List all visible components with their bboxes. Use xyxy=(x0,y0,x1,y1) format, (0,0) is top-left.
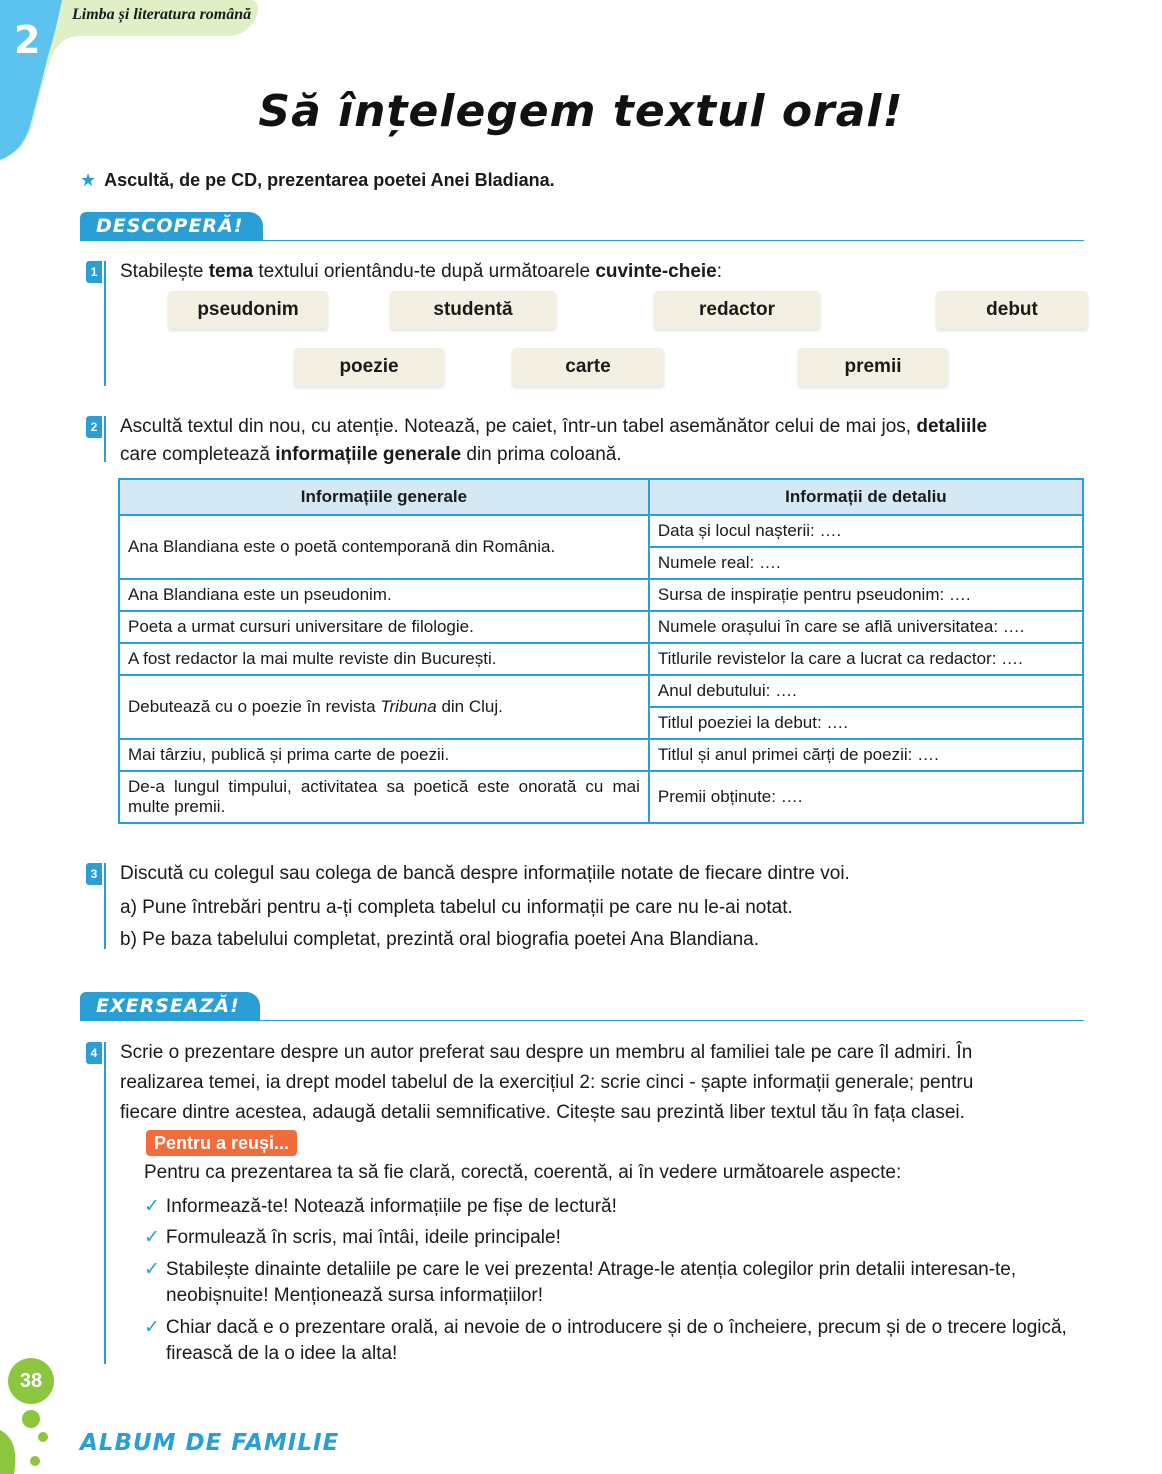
table-header: Informații de detaliu xyxy=(649,479,1083,515)
tip-text: Stabilește dinainte detaliile pe care le vei prezenta! Atrage-le atenția colegilor prin detalii interesan-te, neobișnuite! Menționează sursa informațiilor! xyxy=(165,1259,1017,1306)
exercise-3-number: 3 xyxy=(86,863,102,885)
unit-title: ALBUM DE FAMILIE xyxy=(80,1430,340,1456)
exercise-4-bar xyxy=(104,1042,106,1364)
table-cell-detail: Numele orașului în care se află universitatea: …. xyxy=(649,611,1083,643)
general-text-part: Debutează cu o poezie în revista xyxy=(128,697,381,716)
table-cell-detail: Numele real: …. xyxy=(649,547,1083,579)
exercise-2-text-part: care completează xyxy=(120,444,276,465)
table-row xyxy=(119,675,1083,707)
exercise-3-item-a: a) Pune întrebări pentru a-ți completa tabelul cu informații pe care nu le-ai notat. xyxy=(120,897,793,918)
exercise-3-item-b: b) Pe baza tabelului completat, prezintă oral biografia poetei Ana Blandiana. xyxy=(120,929,760,950)
exercise-1-text-part: : xyxy=(716,261,723,282)
tip-text: Formulează în scris, mai întâi, ideile principale! xyxy=(165,1227,561,1248)
table-row xyxy=(119,771,1083,823)
exercise-3-text: Discută cu colegul sau colega de bancă despre informațiile notate de fiecare dintre voi. xyxy=(120,863,850,884)
check-icon: ✓ xyxy=(144,1227,160,1248)
table-row xyxy=(119,611,1083,643)
table-cell-general xyxy=(119,675,649,739)
exercise-2-number: 2 xyxy=(86,416,102,438)
table-cell-general: Ana Blandiana este un pseudonim. xyxy=(119,579,649,611)
table-cell-detail: Sursa de inspirație pentru pseudonim: …. xyxy=(649,579,1083,611)
exercise-4-line: fiecare dintre acestea, adaugă detalii semnificative. Citește sau prezintă liber textul tău în fața clasei. xyxy=(120,1102,965,1123)
table-cell-detail: Titlul și anul primei cărți de poezii: …. xyxy=(649,739,1083,771)
tip-item xyxy=(144,1194,1084,1220)
table-cell-detail: Titlul poeziei la debut: …. xyxy=(649,707,1083,739)
footer-corner-shape xyxy=(0,1400,40,1474)
keyword-card: premii xyxy=(798,348,948,386)
table-cell-general: Mai târziu, publică și prima carte de poezii. xyxy=(119,739,649,771)
exercise-4-text xyxy=(120,1038,1084,1128)
table-cell-detail: Anul debutului: …. xyxy=(649,675,1083,707)
keyword-card: studentă xyxy=(390,291,556,329)
exercise-4-number: 4 xyxy=(86,1042,102,1064)
star-icon: ★ xyxy=(80,170,97,190)
tip-text: Chiar dacă e o prezentare orală, ai nevoie de o introducere și de o încheiere, precum și de o trecere logică, firească de la o idee la alta! xyxy=(165,1317,1067,1364)
exercise-1-bar xyxy=(104,261,106,386)
keyword-card: redactor xyxy=(654,291,820,329)
tip-text: Informează-te! Notează informațiile pe fișe de lectură! xyxy=(165,1196,617,1217)
exercise-2-text-part: Ascultă textul din nou, cu atenție. Notează, pe caiet, într-un tabel asemănător celui de mai jos, xyxy=(120,416,917,437)
general-text-part: din Cluj. xyxy=(436,697,503,716)
exercise-2-bar xyxy=(104,416,106,462)
page-number: 38 xyxy=(8,1358,54,1404)
table-row xyxy=(119,739,1083,771)
table-row xyxy=(119,643,1083,675)
exercise-1-text-part: Stabilește xyxy=(120,261,209,282)
table-row xyxy=(119,579,1083,611)
keyword-card: debut xyxy=(936,291,1088,329)
check-icon: ✓ xyxy=(144,1259,160,1280)
info-table xyxy=(118,478,1084,824)
table-row xyxy=(119,515,1083,547)
exercise-4-line: Scrie o prezentare despre un autor preferat sau despre un membru al familiei tale pe care îl admiri. În xyxy=(120,1042,973,1063)
section-practice-rule xyxy=(80,1020,1084,1021)
exercise-1-bold-tema: tema xyxy=(208,261,254,282)
exercise-1-number: 1 xyxy=(86,261,102,283)
section-discover-rule xyxy=(80,240,1084,241)
intro-instruction-text: Ascultă, de pe CD, prezentarea poetei Anei Bladiana. xyxy=(104,170,555,190)
table-cell-general: Ana Blandiana este o poetă contemporană din România. xyxy=(119,515,649,579)
chapter-number: 2 xyxy=(14,18,41,62)
table-cell-detail: Titlurile revistelor la care a lucrat ca redactor: …. xyxy=(649,643,1083,675)
section-discover-banner: DESCOPERĂ! xyxy=(80,212,263,240)
exercise-1-text xyxy=(120,257,1084,287)
tip-intro: Pentru ca prezentarea ta să fie clară, corectă, coerentă, ai în vedere următoarele aspecte: xyxy=(144,1162,902,1183)
check-icon: ✓ xyxy=(144,1196,160,1217)
intro-instruction xyxy=(80,170,555,191)
tip-item xyxy=(144,1257,1106,1309)
table-cell-detail: Premii obținute: …. xyxy=(649,771,1083,823)
exercise-2-bold-general: informațiile generale xyxy=(275,444,462,465)
keyword-card: poezie xyxy=(294,348,444,386)
tip-item xyxy=(144,1225,1084,1251)
section-practice-banner: EXERSEAZĂ! xyxy=(80,992,260,1020)
exercise-1-bold-keywords: cuvinte-cheie xyxy=(595,261,717,282)
tip-item xyxy=(144,1315,1106,1367)
table-cell-detail: Data și locul nașterii: …. xyxy=(649,515,1083,547)
tip-badge: Pentru a reuși... xyxy=(146,1130,297,1156)
exercise-2-text xyxy=(120,412,1084,470)
exercise-2-text-part: din prima coloană. xyxy=(461,444,622,465)
exercise-2-bold-details: detaliile xyxy=(916,416,988,437)
exercise-1-text-part: textului orientându-te după următoarele xyxy=(253,261,596,282)
magazine-name: Tribuna xyxy=(380,697,437,716)
table-cell-general: Poeta a urmat cursuri universitare de filologie. xyxy=(119,611,649,643)
table-cell-general: A fost redactor la mai multe reviste din București. xyxy=(119,643,649,675)
keyword-card: pseudonim xyxy=(168,291,328,329)
check-icon: ✓ xyxy=(144,1317,160,1338)
lesson-title: Să înțelegem textul oral! xyxy=(258,86,904,137)
table-header-row xyxy=(119,479,1083,515)
exercise-3-bar xyxy=(104,863,106,949)
exercise-4-line: realizarea temei, ia drept model tabelul de la exercițiul 2: scrie cinci - șapte informații generale; pentru xyxy=(120,1072,974,1093)
table-cell-general: De-a lungul timpului, activitatea sa poetică este onorată cu mai multe premii. xyxy=(119,771,649,823)
subject-title: Limba și literatura română xyxy=(72,6,252,23)
keyword-card: carte xyxy=(512,348,664,386)
table-header: Informațiile generale xyxy=(119,479,649,515)
